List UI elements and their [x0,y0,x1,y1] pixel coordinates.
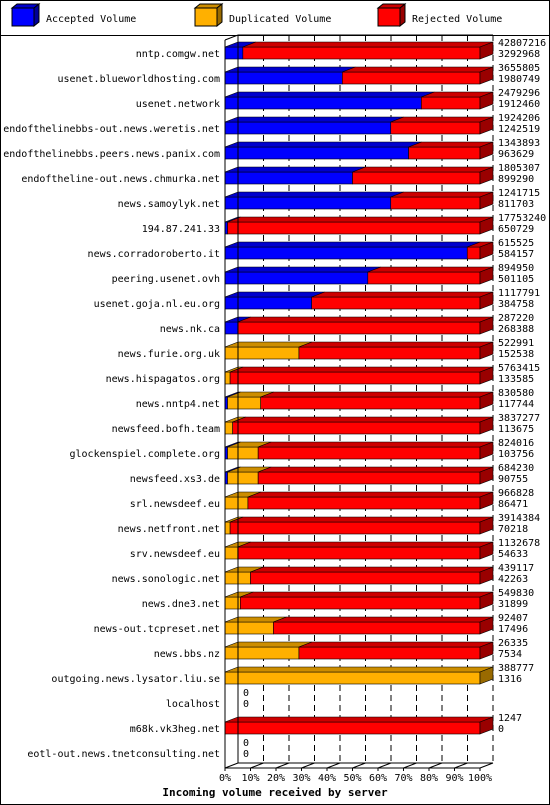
server-label: news.nk.ca [159,324,220,335]
x-tick-label: 20% [266,773,286,784]
value-total-label: 1117791 [498,288,541,299]
legend-swatch-side [400,4,405,26]
x-tick-label: 100% [467,773,493,784]
bar-segment-top [391,192,493,197]
server-label: newsfeed.xs3.de [129,474,220,485]
server-label: localhost [165,699,220,710]
bar-segment [225,522,230,534]
value-second-label: 31899 [498,599,529,610]
bar-segment [258,472,480,484]
bar-segment [225,672,480,684]
value-second-label: 0 [498,724,505,735]
x-tick-label: 50% [343,773,362,784]
bar-segment [467,247,480,259]
bar-segment-top [225,267,381,272]
legend-swatch [378,8,400,26]
value-total-label: 439117 [498,563,535,574]
bar-segment [225,422,233,434]
value-second-label: 1316 [498,674,523,685]
bar-segment-top [225,242,480,247]
value-second-label: 42263 [498,574,529,585]
bar-segment [391,197,480,209]
bar-segment [243,47,480,59]
bar-segment [225,97,421,109]
value-second-label: 70218 [498,524,529,535]
bar-segment-top [238,542,493,547]
value-second-label: 650729 [498,224,535,235]
bar-segment [238,547,480,559]
value-total-label: 17753240 [498,213,547,224]
bar-segment [261,397,480,409]
value-total-label: 2479296 [498,88,541,99]
server-label: news-out.tcpreset.net [93,624,220,635]
bar-segment [225,322,238,334]
bar-segment [368,272,480,284]
bar-segment-top [312,292,493,297]
value-second-label: 17496 [498,624,529,635]
value-second-label: 1912460 [498,99,541,110]
value-second-label: 113675 [498,424,535,435]
bar-segment [228,447,259,459]
bar-segment-top [258,467,493,472]
server-label: 194.87.241.33 [141,224,220,235]
bar-segment-top [409,142,493,147]
bar-segment [251,572,481,584]
server-label: news.nntp4.net [135,399,220,410]
legend-label: Rejected Volume [412,14,503,25]
bar-segment-top [243,42,493,47]
server-label: newsfeed.bofh.team [111,424,220,435]
x-tick-label: 90% [445,773,464,784]
bar-segment [353,172,481,184]
bar-segment [312,297,480,309]
bar-segment-top [258,442,493,447]
bar-segment [228,397,261,409]
bar-segment [391,122,480,134]
bar-segment-top [225,142,422,147]
server-label: outgoing.news.lysator.liu.se [51,674,220,685]
x-axis-label: Incoming volume received by server [162,786,388,799]
bar-segment-top [225,67,355,72]
server-label: news.bbs.nz [153,649,220,660]
bar-segment-top [225,92,434,97]
value-second-label: 90755 [498,474,529,485]
bar-segment [225,647,299,659]
value-second-label: 133585 [498,374,535,385]
value-total-label: 1343893 [498,138,541,149]
bar-segment [225,47,243,59]
server-label: news.netfront.net [117,524,220,535]
bar-segment-top [251,567,494,572]
bar-segment [273,622,480,634]
server-label: news.dne3.net [141,599,220,610]
value-total-label: 522991 [498,338,535,349]
bar-segment [225,147,409,159]
server-label: usenet.goja.nl.eu.org [93,299,220,310]
bar-segment [225,197,391,209]
bar-segment [225,247,467,259]
value-total-label: 0 [243,688,250,699]
legend-swatch-side [217,4,222,26]
value-second-label: 501105 [498,274,535,285]
bar-segment [225,122,391,134]
value-total-label: 388777 [498,663,535,674]
value-total-label: 894950 [498,263,535,274]
bar-segment [240,597,480,609]
bar-segment-top [248,492,493,497]
bar-segment [228,472,259,484]
bar-segment [225,172,353,184]
value-second-label: 117744 [498,399,535,410]
bar-segment [225,272,368,284]
bar-segment [409,147,480,159]
x-tick-label: 80% [419,773,439,784]
value-total-label: 287220 [498,313,535,324]
bar-segment-top [273,617,493,622]
bar-segment-top [225,192,404,197]
bar-segment [225,622,273,634]
value-total-label: 615525 [498,238,535,249]
value-second-label: 103756 [498,449,535,460]
bar-segment-top [225,717,493,722]
server-label: news.furie.org.uk [117,349,220,360]
value-total-label: 1241715 [498,188,541,199]
bar-segment [225,547,238,559]
bar-segment-top [225,292,325,297]
bar-segment [225,722,480,734]
bar-segment [233,422,480,434]
server-label: usenet.blueworldhosting.com [57,74,220,85]
value-total-label: 26335 [498,638,529,649]
value-total-label: 1247 [498,713,523,724]
server-label: news.sonologic.net [111,574,220,585]
server-label: srv.newsdeef.eu [129,549,220,560]
bar-segment-top [225,167,366,172]
bar-segment-top [368,267,493,272]
value-second-label: 7534 [498,649,523,660]
server-label: glockenspiel.complete.org [69,449,220,460]
x-tick-label: 10% [241,773,260,784]
bar-segment [228,222,480,234]
bar-segment-top [353,167,494,172]
bar-segment [225,72,342,84]
bar-segment [225,347,299,359]
legend-label: Accepted Volume [46,14,137,25]
value-total-label: 1132678 [498,538,541,549]
bar-segment [225,372,230,384]
server-label: peering.usenet.ovh [111,274,220,285]
value-total-label: 3837277 [498,413,541,424]
bar-segment [230,372,480,384]
legend-swatch [195,8,217,26]
bar-segment [421,97,480,109]
bar-segment-top [233,417,493,422]
x-tick-label: 40% [317,773,337,784]
value-total-label: 3914384 [498,513,541,524]
server-label: news.samoylyk.net [117,199,220,210]
value-second-label: 899290 [498,174,535,185]
legend-label: Duplicated Volume [229,14,332,25]
value-second-label: 384758 [498,299,535,310]
bar-segment-top [299,342,493,347]
bar-segment [230,522,480,534]
value-total-label: 684230 [498,463,535,474]
legend-swatch [12,8,34,26]
bar-segment-top [238,317,493,322]
bar-segment-top [342,67,493,72]
server-label: news.hispagatos.org [105,374,220,385]
value-second-label: 963629 [498,149,535,160]
value-second-label: 0 [243,699,250,710]
bar-segment-top [225,117,404,122]
value-total-label: 1805307 [498,163,541,174]
bar-segment-top [299,642,493,647]
value-second-label: 811703 [498,199,535,210]
value-second-label: 86471 [498,499,529,510]
bar-segment-top [240,592,493,597]
bar-segment-top [228,217,493,222]
x-tick-label: 60% [368,773,388,784]
bar-segment-top [230,367,493,372]
server-label: endofthelinebbs-out.news.weretis.net [3,124,220,135]
value-total-label: 549830 [498,588,535,599]
value-total-label: 1924206 [498,113,541,124]
server-label: endofthelinebbs.peers.news.panix.com [3,149,220,160]
x-tick-label: 30% [292,773,311,784]
bar-segment [225,497,248,509]
server-label: nntp.comgw.net [135,49,220,60]
value-second-label: 0 [243,749,250,760]
bar-segment-top [261,392,493,397]
bar-segment [248,497,480,509]
bar-segment [299,647,480,659]
x-tick-label: 70% [394,773,413,784]
server-label: news.corradoroberto.it [87,249,220,260]
x-tick-label: 0% [218,773,232,784]
bar-segment [238,322,480,334]
value-second-label: 1242519 [498,124,541,135]
value-second-label: 268388 [498,324,535,335]
value-second-label: 584157 [498,249,535,260]
server-label: endoftheline-out.news.chmurka.net [21,174,220,185]
server-label: usenet.network [135,99,220,110]
value-total-label: 0 [243,738,250,749]
bar-segment [258,447,480,459]
value-total-label: 3655805 [498,63,541,74]
value-total-label: 966828 [498,488,535,499]
value-second-label: 54633 [498,549,529,560]
server-label: srl.newsdeef.eu [129,499,220,510]
value-total-label: 824016 [498,438,535,449]
value-total-label: 42807216 [498,38,547,49]
bar-segment-top [225,667,493,672]
server-label: m68k.vk3heg.net [129,724,220,735]
value-second-label: 1980749 [498,74,541,85]
value-total-label: 5763415 [498,363,541,374]
bar-segment-top [391,117,493,122]
value-total-label: 92407 [498,613,529,624]
bar-segment [299,347,480,359]
legend-swatch-side [34,4,39,26]
value-total-label: 830580 [498,388,535,399]
bar-segment-top [230,517,493,522]
value-second-label: 152538 [498,349,535,360]
value-second-label: 3292968 [498,49,541,60]
bar-segment [342,72,480,84]
server-label: eotl-out.news.tnetconsulting.net [27,749,220,760]
